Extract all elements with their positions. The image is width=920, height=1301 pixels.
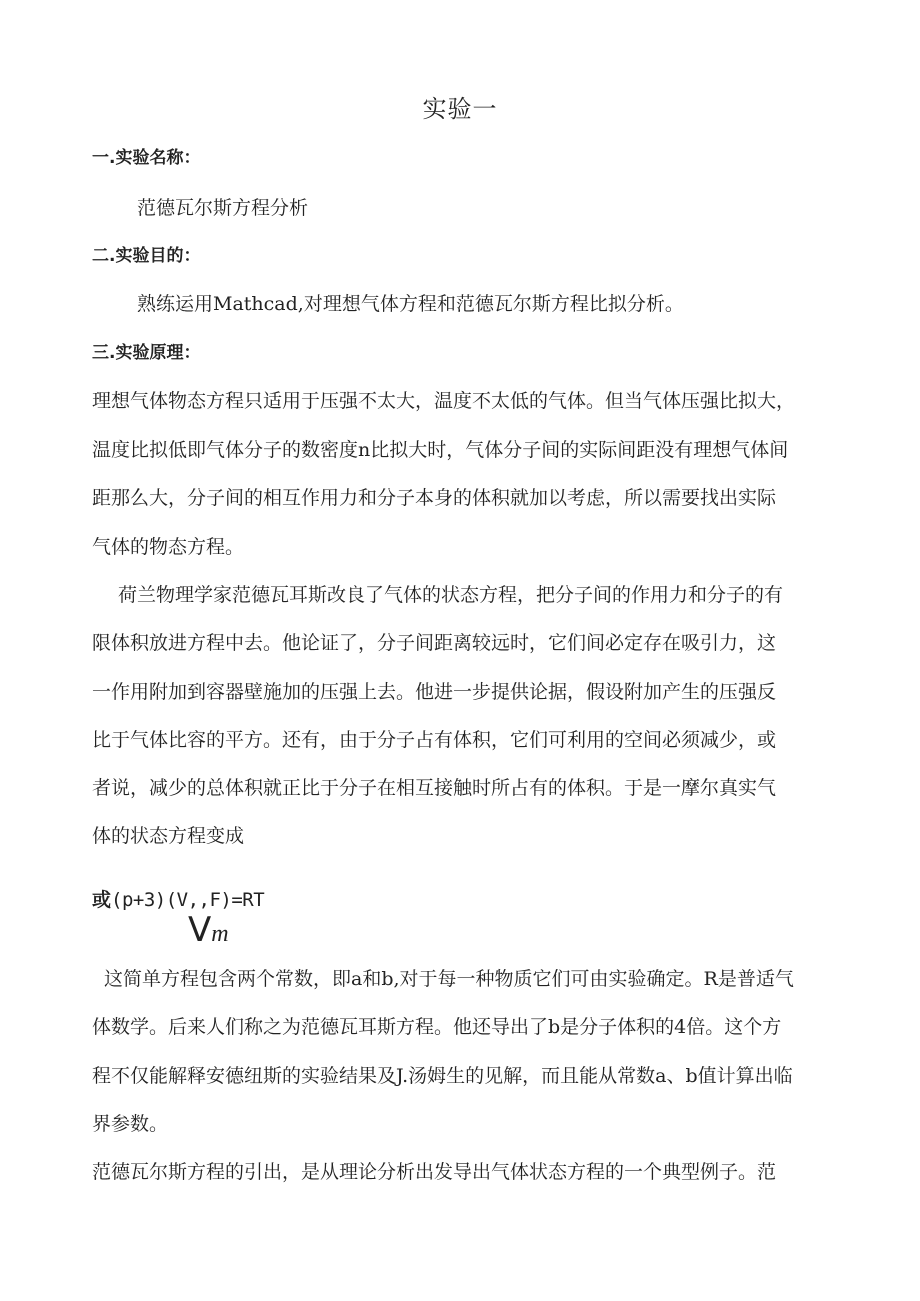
paragraph-line: 一作用附加到容器壁施加的压强上去。他进一步提供论据，假设附加产生的压强反: [92, 681, 777, 703]
paragraph-line: 这简单方程包含两个常数，即a和b,对于每一种物质它们可由实验确定。R是普适气: [104, 968, 794, 990]
paragraph-line: 荷兰物理学家范德瓦耳斯改良了气体的状态方程，把分子间的作用力和分子的有: [118, 584, 784, 606]
paragraph-line: 限体积放进方程中去。他论证了，分子间距离较远时，它们间必定存在吸引力，这: [92, 632, 777, 654]
paragraph-line: 界参数。: [92, 1113, 169, 1135]
section-heading-purpose: 二.实验目的：: [92, 246, 201, 266]
van-der-waals-equation: [92, 886, 264, 914]
formula-denominator: [188, 910, 229, 950]
paragraph-line: 者说，减少的总体积就正比于分子在相互接触时所占有的体积。于是一摩尔真实气: [92, 777, 777, 799]
formula-denominator-m: m: [211, 921, 229, 947]
paragraph-line: 理想气体物态方程只适用于压强不太大，温度不太低的气体。但当气体压强比拟大，: [92, 390, 796, 412]
formula-prefix: 或: [92, 889, 112, 911]
section-heading-principle: 三.实验原理：: [92, 343, 201, 363]
paragraph-line: 体的状态方程变成: [92, 825, 245, 847]
paragraph-line: 体数学。后来人们称之为范德瓦耳斯方程。他还导出了b是分子体积的4倍。这个方: [92, 1016, 782, 1038]
paragraph-line: 比于气体比容的平方。还有，由于分子占有体积，它们可利用的空间必须减少，或: [92, 729, 777, 751]
paragraph-line: 距那么大，分子间的相互作用力和分子本身的体积就加以考虑，所以需要找出实际: [92, 487, 777, 509]
paragraph-line: 范德瓦尔斯方程的引出，是从理论分析出发导出气体状态方程的一个典型例子。范: [92, 1161, 777, 1183]
experiment-name-text: 范德瓦尔斯方程分析: [137, 197, 309, 219]
paragraph-line: 温度比拟低即气体分子的数密度n比拟大时，气体分子间的实际间距没有理想气体间: [92, 439, 789, 461]
page-title: 实验一: [422, 95, 498, 123]
paragraph-line: 气体的物态方程。: [92, 536, 245, 558]
paragraph-line: 程不仅能解释安德纽斯的实验结果及J.汤姆生的见解，而且能从常数a、b值计算出临: [92, 1065, 793, 1087]
experiment-purpose-text: 熟练运用Mathcad,对理想气体方程和范德瓦尔斯方程比拟分析。: [137, 293, 684, 315]
section-heading-name: 一.实验名称：: [92, 148, 201, 168]
formula-denominator-v: V: [188, 910, 212, 950]
formula-expression: (p+3)(V,,F)=RT: [111, 889, 265, 911]
